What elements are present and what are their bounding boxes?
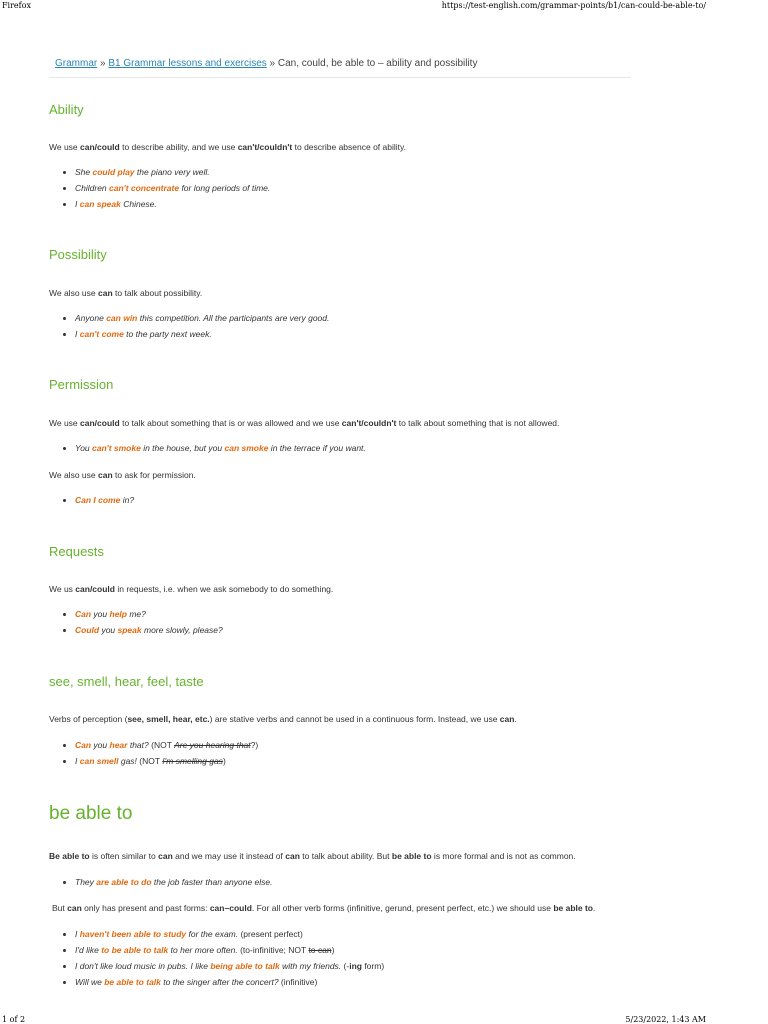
permission-paragraph: We use can/could to talk about something that is or was allowed and we use can't/couldn't to talk about something that is not allowed.	[49, 418, 560, 428]
heading-requests: Requests	[49, 544, 104, 559]
able-examples	[49, 874, 273, 890]
heading-be-able-to: be able to	[49, 803, 133, 824]
possibility-paragraph: We also use can to talk about possibility.	[49, 288, 203, 298]
page-url: https://test-english.com/grammar-points/b1/can-could-be-able-to/	[441, 1, 706, 10]
permission-examples	[49, 440, 366, 456]
breadcrumb-current: » Can, could, be able to – ability and possibility	[266, 58, 478, 69]
list-item: • I can't come to the party next week.	[75, 326, 329, 342]
heading-perception: see, smell, hear, feel, taste	[49, 674, 204, 689]
permission-examples-2	[49, 492, 134, 508]
print-header	[0, 0, 768, 12]
ability-examples	[49, 164, 270, 212]
list-item: • Will we be able to talk to the singer after the concert? (infinitive)	[75, 974, 384, 990]
heading-ability: Ability	[49, 102, 84, 117]
list-item: • They are able to do the job faster than anyone else.	[75, 874, 273, 890]
able-forms-examples	[49, 926, 384, 990]
heading-permission: Permission	[49, 377, 114, 392]
browser-name: Firefox	[2, 1, 31, 10]
list-item: • I'd like to be able to talk to her more often. (to-infinitive; NOT to can)	[75, 942, 384, 958]
list-item: • You can't smoke in the house, but you can smoke in the terrace if you want.	[75, 440, 366, 456]
ability-paragraph: We use can/could to describe ability, and we use can't/couldn't to describe absence of ability.	[49, 142, 406, 152]
able-paragraph-2: But can only has present and past forms: can–could. For all other verb forms (infinitive, gerund, present perfect, etc.) we should use be able to.	[52, 903, 596, 913]
print-timestamp: 5/23/2022, 1:43 AM	[625, 1015, 706, 1024]
breadcrumb-link-b1[interactable]: B1 Grammar lessons and exercises	[108, 58, 267, 69]
list-item: • Children can't concentrate for long periods of time.	[75, 180, 270, 196]
list-item: • I can speak Chinese.	[75, 196, 270, 212]
perception-examples	[49, 737, 258, 769]
list-item: • Can you hear that? (NOT Are you hearing that?)	[75, 737, 258, 753]
perception-paragraph: Verbs of perception (see, smell, hear, etc.) are stative verbs and cannot be used in a continuous form. Instead, we use can.	[49, 714, 517, 724]
page-counter: 1 of 2	[2, 1015, 26, 1024]
print-footer	[0, 1014, 768, 1024]
permission-paragraph-2: We also use can to ask for permission.	[49, 470, 196, 480]
possibility-examples	[49, 310, 329, 342]
article	[49, 52, 631, 987]
list-item: • I don't like loud music in pubs. I like being able to talk with my friends. (-ing form)	[75, 958, 384, 974]
able-paragraph: Be able to is often similar to can and we may use it instead of can to talk about ability. But be able to is more formal and is not as common.	[49, 851, 576, 861]
requests-paragraph: We us can/could in requests, i.e. when we ask somebody to do something.	[49, 584, 334, 594]
list-item: • Can I come in?	[75, 492, 134, 508]
list-item: • Can you help me?	[75, 606, 223, 622]
list-item: • Anyone can win this competition. All the participants are very good.	[75, 310, 329, 326]
breadcrumb-link-grammar[interactable]: Grammar	[55, 58, 98, 69]
breadcrumb-separator: »	[97, 58, 109, 69]
list-item: • I haven't been able to study for the exam. (present perfect)	[75, 926, 384, 942]
list-item: • I can smell gas! (NOT I'm smelling gas)	[75, 753, 258, 769]
list-item: • She could play the piano very well.	[75, 164, 270, 180]
list-item: • Could you speak more slowly, please?	[75, 622, 223, 638]
breadcrumb	[49, 52, 631, 78]
requests-examples	[49, 606, 223, 638]
heading-possibility: Possibility	[49, 247, 107, 262]
